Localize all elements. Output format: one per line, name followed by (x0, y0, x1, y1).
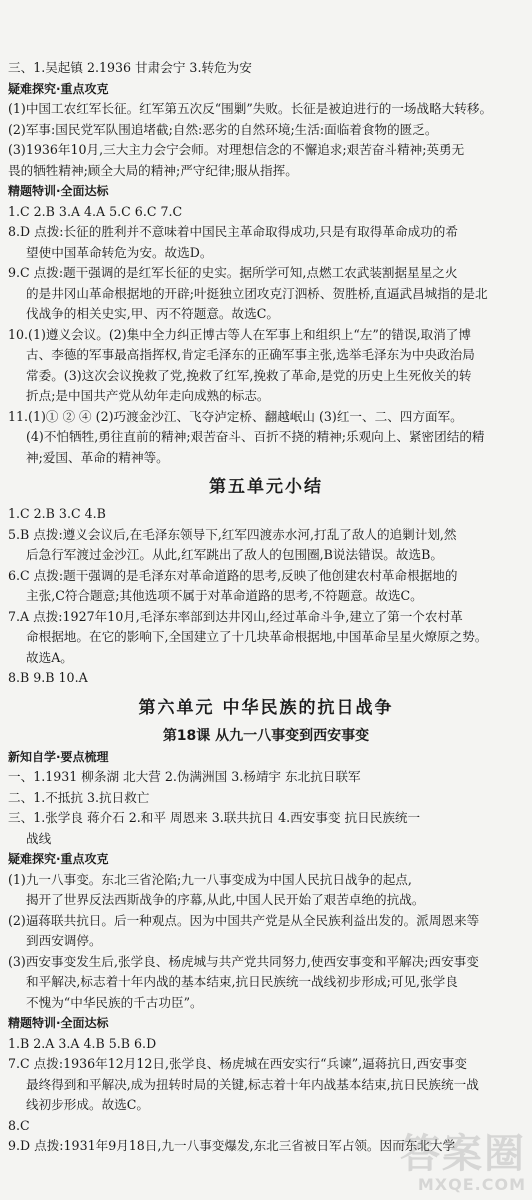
answer-line: 6.C 点拨:题干强调的是毛泽东对革命道路的思考,反映了他创建农村革命根据地的 (8, 567, 458, 583)
answer-line-continued: 望使中国革命转危为安。故选D。 (26, 244, 213, 260)
section-heading: 疑难探究·重点攻克 (8, 81, 109, 96)
answer-line: 5.B 点拨:遵义会议后,在毛泽东领导下,红军四渡赤水河,打乱了敌人的追剿计划,然 (8, 526, 457, 542)
answer-line-continued: 最终得到和平解决,成为扭转时局的关键,标志着十年内战基本结束,抗日民族统一战 (26, 1076, 479, 1092)
answer-line: 8.B 9.B 10.A (8, 670, 88, 685)
answer-line-continued: 伐战争的相关史实,甲、丙不符题意。故选C。 (26, 306, 279, 321)
answer-line-continued: 故选A。 (26, 649, 73, 665)
answer-line-continued: 线初步形成。故选C。 (26, 1097, 149, 1112)
answer-line: 9.D 点拨:1931年9月18日,九一八事变爆发,东北三省被日军占领。因而东北大学 (8, 1138, 456, 1153)
answer-line: (1)中国工农红军长征。红军第五次反“围剿”失败。长征是被迫进行的一场战略大转移。 (8, 101, 493, 116)
answer-line-continued: (4)不怕牺牲,勇往直前的精神;艰苦奋斗、百折不挠的精神;乐观向上、紧密团结的精 (26, 429, 485, 444)
lesson-title: 第18课 从九一八事变到西安事变 (162, 727, 370, 744)
answer-line-continued: 揭开了世界反法西斯战争的序幕,从此,中国人民开始了艰苦卓绝的抗战。 (26, 892, 425, 907)
answer-line-continued: 不愧为“中华民族的千古功臣”。 (26, 994, 203, 1010)
answer-line-continued: 后急行军渡过金沙江。从此,红军跳出了敌人的包围圈,B说法错误。故选B。 (26, 547, 443, 562)
section-heading: 新知自学·要点梳理 (8, 749, 109, 764)
answer-line: 畏的牺牲精神;顾全大局的精神;严守纪律;服从指挥。 (8, 162, 298, 178)
answer-line-continued: 常委。(3)这次会议挽救了党,挽救了红军,挽救了革命,是党的历史上生死攸关的转 (26, 367, 472, 383)
answer-line: 二、1.不抵抗 3.抗日救亡 (8, 789, 150, 805)
watermark-logo: 答案圈 MXQE.COM (400, 1131, 526, 1194)
answer-line: (2)逼蒋联共抗日。后一种观点。因为中国共产党是从全民族利益出发的。派周恩来等 (8, 912, 480, 928)
answer-line: 11.(1)① ② ④ (2)巧渡金沙江、飞夺泸定桥、翻越岷山 (3)红一、二、四方面军。 (8, 408, 463, 424)
answer-line: 1.B 2.A 3.A 4.B 5.B 6.D (8, 1035, 157, 1051)
answer-line: 1.C 2.B 3.A 4.A 5.C 6.C 7.C (8, 203, 183, 219)
section-heading: 疑难探究·重点攻克 (8, 852, 109, 866)
answer-line: (3)西安事变发生后,张学良、杨虎城与共产党共同努力,使西安事变和平解决;西安事变 (8, 953, 479, 969)
answer-line: 一、1.1931 柳条湖 北大营 2.伪满洲国 3.杨靖宇 东北抗日联军 (8, 769, 361, 784)
unit-title: 第六单元 中华民族的抗日战争 (138, 697, 394, 718)
answer-line: 7.C 点拨:1936年12月12日,张学良、杨虎城在西安实行“兵谏”,逼蒋抗日,西安事变 (8, 1056, 467, 1071)
answer-line-continued: 战线 (26, 830, 52, 846)
answer-line-continued: 的是井冈山革命根据地的开辟;叶挺独立团攻克汀泗桥、贺胜桥,直逼武昌城指的是北 (26, 285, 488, 301)
answer-line: 三、1.吴起镇 2.1936 甘肃会宁 3.转危为安 (8, 60, 252, 75)
answer-line: (3)1936年10月,三大主力会宁会师。对理想信念的不懈追求;艰苦奋斗精神;英勇无 (8, 142, 465, 157)
answer-line-continued: 和平解决,标志着十年内战的基本结束,抗日民族统一战线初步形成;可见,张学良 (26, 974, 458, 989)
answer-line-continued: 主张,C符合题意;其他选项不属于对革命道路的思考,不符题意。故选C。 (26, 588, 423, 603)
answer-line: 10.(1)遵义会议。(2)集中全力纠正博古等人在军事上和组织上“左”的错误,取消了博 (8, 326, 471, 342)
answer-line: (1)九一八事变。东北三省沦陷;九一八事变成为中国人民抗日战争的起点, (8, 871, 412, 887)
answer-line-continued: 命根据地。在它的影响下,全国建立了十几块革命根据地,中国革命呈星火燎原之势。 (26, 629, 488, 644)
section-heading: 精题特训·全面达标 (8, 1016, 109, 1030)
answer-page (8, 58, 524, 1157)
answer-line-continued: 到西安调停。 (26, 933, 102, 948)
answer-line: 1.C 2.B 3.C 4.B (8, 506, 106, 521)
answer-line-continued: 折点;是中国共产党从幼年走向成熟的标志。 (26, 388, 270, 403)
answer-line-continued: 神;爱国、革命的精神等。 (26, 449, 169, 465)
answer-line: 9.C 点拨:题干强调的是红军长征的史实。据所学可知,点燃工农武装割据星星之火 (8, 265, 458, 280)
answer-line: (2)军事:国民党军队围追堵截;自然:恶劣的自然环境;生活:面临着食物的匮乏。 (8, 121, 438, 137)
answer-line: 8.C (8, 1117, 30, 1133)
answer-line: 7.A 点拨:1927年10月,毛泽东率部到达井冈山,经过革命斗争,建立了第一个农村革 (8, 608, 463, 624)
section-heading: 精题特训·全面达标 (8, 184, 109, 198)
answer-line: 三、1.张学良 蒋介石 2.和平 周恩来 3.联共抗日 4.西安事变 抗日民族统一 (8, 810, 421, 825)
answer-line-continued: 古、李德的军事最高指挥权,肯定毛泽东的正确军事主张,选举毛泽东为中央政治局 (26, 347, 475, 362)
unit-title: 第五单元小结 (209, 477, 323, 497)
answer-line: 8.D 点拨:长征的胜利并不意味着中国民主革命取得成功,只是有取得革命成功的希 (8, 224, 458, 239)
